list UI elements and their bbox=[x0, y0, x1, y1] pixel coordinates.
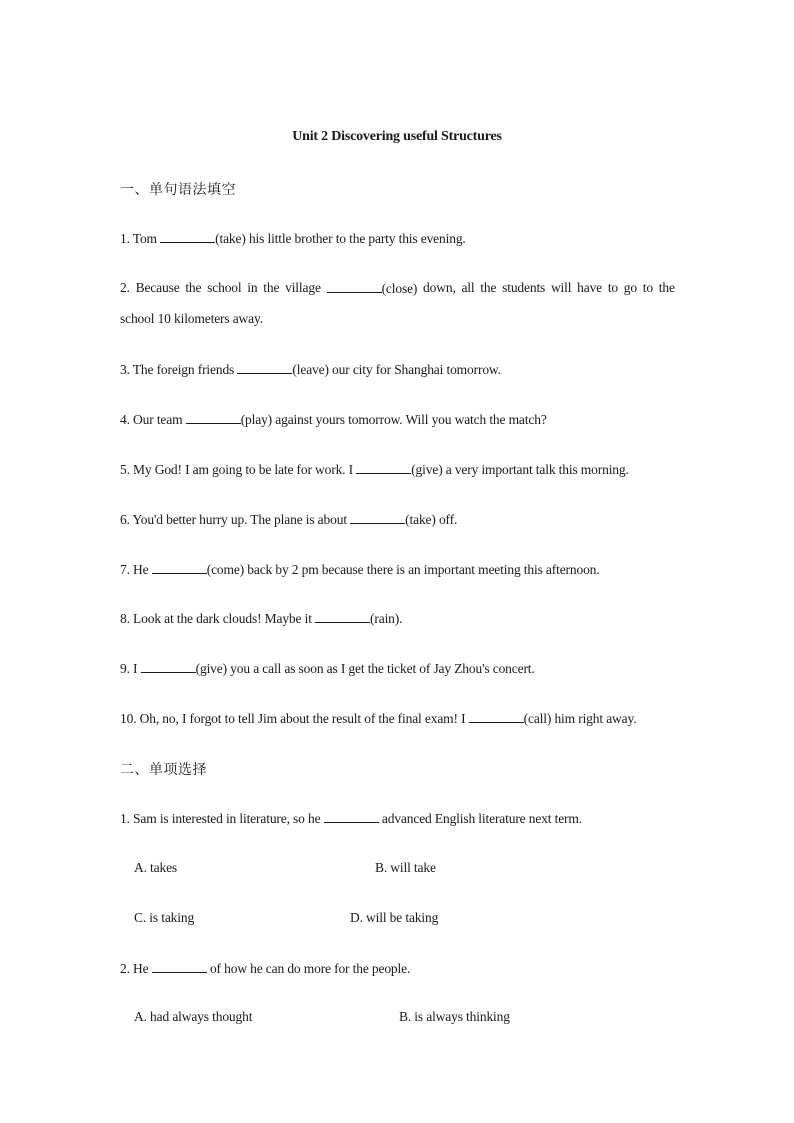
question-text: advanced English literature next term. bbox=[378, 811, 582, 826]
question-text: (give) you a call as soon as I get the ticket of Jay Zhou's concert. bbox=[195, 661, 535, 676]
question-6 bbox=[120, 511, 457, 528]
option-c[interactable]: C. is taking bbox=[134, 910, 195, 925]
question-9 bbox=[120, 660, 535, 677]
question-text: 8. Look at the dark clouds! Maybe it bbox=[120, 611, 316, 626]
word: (close) bbox=[381, 281, 418, 296]
word: all bbox=[461, 280, 475, 295]
word: will bbox=[550, 280, 572, 295]
option-a[interactable]: A. takes bbox=[134, 860, 178, 875]
question-text: 2. He bbox=[120, 961, 152, 976]
word: to bbox=[642, 280, 653, 295]
word: go bbox=[623, 280, 637, 295]
question-text: 7. He bbox=[120, 562, 152, 577]
word: the bbox=[480, 280, 497, 295]
answer-blank[interactable] bbox=[141, 660, 196, 673]
question-4 bbox=[120, 411, 547, 428]
question-7 bbox=[120, 561, 600, 578]
word: the bbox=[263, 280, 280, 295]
word: have bbox=[577, 280, 603, 295]
question-text: (leave) our city for Shanghai tomorrow. bbox=[292, 362, 501, 377]
answer-blank[interactable] bbox=[186, 411, 241, 424]
question-text: of how he can do more for the people. bbox=[206, 961, 411, 976]
question-text: (give) a very important talk this morning. bbox=[411, 462, 629, 477]
option-b[interactable]: B. is always thinking bbox=[399, 1009, 510, 1024]
word: down, bbox=[423, 280, 456, 295]
question-text: (play) against yours tomorrow. Will you watch the match? bbox=[240, 412, 547, 427]
word: in bbox=[247, 280, 258, 295]
answer-blank[interactable] bbox=[356, 461, 411, 474]
answer-blank[interactable] bbox=[152, 561, 207, 574]
mc-question-2 bbox=[120, 960, 410, 977]
question-text: 6. You'd better hurry up. The plane is about bbox=[120, 512, 351, 527]
answer-blank[interactable] bbox=[152, 960, 207, 973]
word: the bbox=[185, 280, 202, 295]
answer-blank[interactable] bbox=[469, 710, 524, 723]
section-heading-fill-in: 一、单句语法填空 bbox=[120, 182, 236, 198]
blank-group bbox=[327, 280, 418, 297]
question-text: (call) him right away. bbox=[523, 711, 637, 726]
question-text: (take) his little brother to the party this evening. bbox=[215, 231, 466, 246]
answer-blank[interactable] bbox=[350, 511, 405, 524]
question-text: 3. The foreign friends bbox=[120, 362, 238, 377]
question-2-line-2: school 10 kilometers away. bbox=[120, 311, 263, 326]
question-text: 10. Oh, no, I forgot to tell Jim about the result of the final exam! I bbox=[120, 711, 469, 726]
word: students bbox=[502, 280, 546, 295]
answer-blank[interactable] bbox=[237, 361, 292, 374]
question-text: 5. My God! I am going to be late for work. I bbox=[120, 462, 357, 477]
answer-blank[interactable] bbox=[324, 810, 379, 823]
word: village bbox=[285, 280, 321, 295]
question-text: (come) back by 2 pm because there is an important meeting this afternoon. bbox=[206, 562, 600, 577]
question-text: (take) off. bbox=[405, 512, 458, 527]
question-8 bbox=[120, 610, 402, 627]
question-text: 9. I bbox=[120, 661, 141, 676]
question-1 bbox=[120, 230, 466, 247]
word: the bbox=[658, 280, 675, 295]
answer-blank[interactable] bbox=[315, 610, 370, 623]
question-text: 1. Sam is interested in literature, so he bbox=[120, 811, 324, 826]
word: to bbox=[607, 280, 619, 295]
section-heading-multiple-choice: 二、单项选择 bbox=[120, 762, 207, 778]
page-title: Unit 2 Discovering useful Structures bbox=[292, 129, 502, 144]
answer-blank[interactable] bbox=[160, 230, 215, 243]
question-5 bbox=[120, 461, 629, 478]
question-text: 1. Tom bbox=[120, 231, 161, 246]
mc-question-1 bbox=[120, 810, 582, 827]
option-a[interactable]: A. had always thought bbox=[134, 1009, 253, 1024]
question-3 bbox=[120, 361, 501, 378]
option-d[interactable]: D. will be taking bbox=[350, 910, 439, 925]
word: school bbox=[207, 280, 242, 295]
option-b[interactable]: B. will take bbox=[375, 860, 436, 875]
word: Because bbox=[135, 280, 180, 295]
question-text: (rain). bbox=[370, 611, 403, 626]
question-2-line-1 bbox=[120, 280, 675, 297]
question-10 bbox=[120, 710, 636, 727]
word: 2. bbox=[120, 280, 130, 295]
question-text: 4. Our team bbox=[120, 412, 186, 427]
answer-blank[interactable] bbox=[327, 280, 382, 293]
